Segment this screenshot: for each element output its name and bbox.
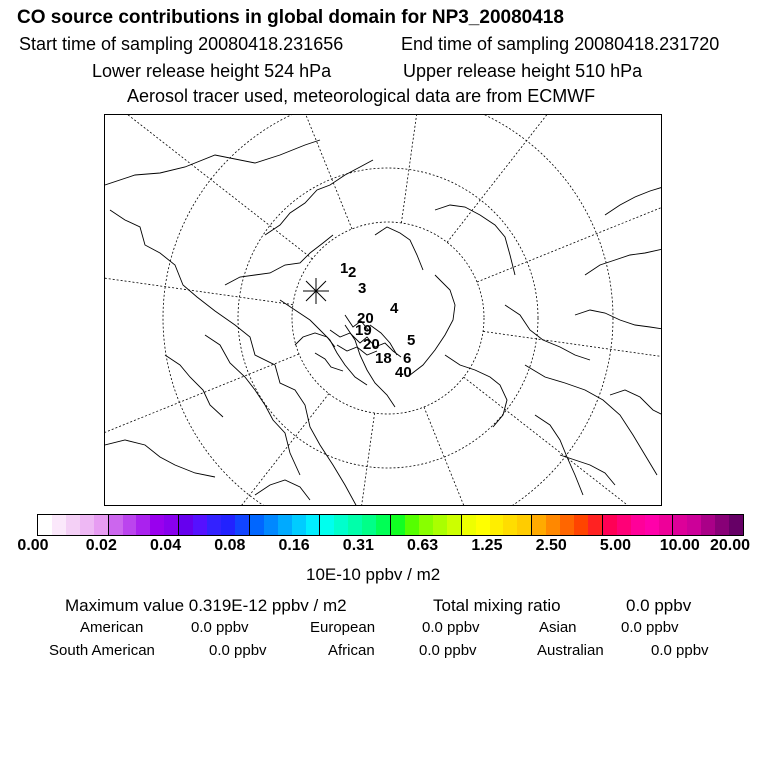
colorbar-tick-label: 0.16 xyxy=(278,537,310,554)
region-value-european: 0.0 ppbv xyxy=(422,619,480,636)
map-panel xyxy=(104,114,662,506)
colorbar-swatch xyxy=(503,515,517,535)
colorbar-swatch xyxy=(38,515,52,535)
colorbar-swatch xyxy=(193,515,207,535)
max-value-label: Maximum value 0.319E-12 ppbv / m2 xyxy=(65,596,347,615)
colorbar-swatch xyxy=(320,515,334,535)
colorbar-tick-label: 0.04 xyxy=(149,537,182,554)
colorbar-swatch xyxy=(66,515,80,535)
total-mixing-label: Total mixing ratio xyxy=(433,596,561,615)
colorbar-swatch xyxy=(52,515,66,535)
trajectory-label: 1 xyxy=(340,260,349,277)
colorbar-swatch xyxy=(250,515,264,535)
colorbar-swatch xyxy=(673,515,687,535)
region-name-asian: Asian xyxy=(539,619,577,636)
colorbar-swatch xyxy=(560,515,574,535)
trajectory-label: 40 xyxy=(395,364,412,381)
colorbar-swatch xyxy=(278,515,292,535)
colorbar-swatch xyxy=(603,515,617,535)
colorbar-swatch xyxy=(517,515,532,535)
trajectory-label: 2 xyxy=(348,264,357,281)
colorbar-swatch xyxy=(292,515,306,535)
colorbar-tick-label: 0.63 xyxy=(407,537,439,554)
region-value-african: 0.0 ppbv xyxy=(419,642,477,659)
colorbar-swatch xyxy=(264,515,278,535)
colorbar-swatch xyxy=(150,515,164,535)
colorbar-swatch xyxy=(391,515,405,535)
start-time-label: Start time of sampling 20080418.231656 xyxy=(19,34,344,54)
colorbar-swatch xyxy=(80,515,94,535)
colorbar-tick-label: 0.31 xyxy=(342,537,374,554)
colorbar-swatch xyxy=(235,515,250,535)
colorbar-swatch xyxy=(207,515,221,535)
colorbar-swatch xyxy=(362,515,376,535)
colorbar-swatch xyxy=(419,515,433,535)
colorbar-tick-label: 5.00 xyxy=(599,537,632,554)
colorbar-swatch xyxy=(179,515,193,535)
colorbar-swatch xyxy=(729,515,743,535)
colorbar-swatch xyxy=(405,515,419,535)
latitude-circle xyxy=(238,168,538,468)
colorbar xyxy=(37,514,744,536)
region-value-asian: 0.0 ppbv xyxy=(621,619,679,636)
colorbar-swatch xyxy=(136,515,150,535)
colorbar-swatch xyxy=(462,515,476,535)
colorbar-swatch xyxy=(376,515,391,535)
trajectory-label: 20 xyxy=(363,336,380,353)
colorbar-swatch xyxy=(123,515,137,535)
map-canvas xyxy=(105,115,662,506)
colorbar-tick-label: 20.00 xyxy=(709,537,751,554)
colorbar-swatch xyxy=(546,515,560,535)
colorbar-swatch xyxy=(94,515,109,535)
colorbar-swatch xyxy=(164,515,179,535)
colorbar-tick-label: 10.00 xyxy=(659,537,700,554)
graticule xyxy=(105,115,662,506)
colorbar-swatch xyxy=(109,515,123,535)
colorbar-tick-label: 1.25 xyxy=(471,537,503,554)
coastlines xyxy=(105,140,662,506)
colorbar-swatch xyxy=(334,515,348,535)
colorbar-swatch xyxy=(306,515,321,535)
region-name-european: European xyxy=(310,619,376,636)
region-value-american: 0.0 ppbv xyxy=(191,619,249,636)
latitude-circle xyxy=(163,115,613,506)
trajectory-labels xyxy=(340,260,415,381)
trajectory-label: 6 xyxy=(403,350,412,367)
colorbar-tick-label: 0.02 xyxy=(85,537,117,554)
trajectory-label: 5 xyxy=(407,332,416,349)
colorbar-swatch xyxy=(701,515,715,535)
colorbar-swatch xyxy=(631,515,645,535)
upper-release-label: Upper release height 510 hPa xyxy=(403,61,643,81)
colorbar-tick-label: 0.08 xyxy=(214,537,246,554)
colorbar-tick-label: 0.00 xyxy=(17,537,49,554)
colorbar-swatch xyxy=(645,515,659,535)
trajectory-label: 4 xyxy=(390,300,399,317)
colorbar-swatch xyxy=(490,515,504,535)
total-mixing-value: 0.0 ppbv xyxy=(626,596,692,615)
trajectory-label: 18 xyxy=(375,350,392,367)
colorbar-swatch xyxy=(348,515,362,535)
region-value-south-american: 0.0 ppbv xyxy=(209,642,267,659)
trajectory-label: 20 xyxy=(357,310,374,327)
colorbar-swatch xyxy=(532,515,546,535)
colorbar-tick-label: 2.50 xyxy=(535,537,567,554)
region-value-australian: 0.0 ppbv xyxy=(651,642,709,659)
colorbar-swatch xyxy=(659,515,674,535)
colorbar-swatch xyxy=(715,515,729,535)
page-title: CO source contributions in global domain for NP3_20080418 xyxy=(17,7,564,28)
trajectory-label: 19 xyxy=(355,322,372,339)
colorbar-swatch xyxy=(574,515,588,535)
colorbar-unit: 10E-10 ppbv / m2 xyxy=(306,565,441,584)
colorbar-swatch xyxy=(687,515,701,535)
release-site-marker xyxy=(303,278,329,304)
latitude-circle xyxy=(292,222,484,414)
end-time-label: End time of sampling 20080418.231720 xyxy=(401,34,720,54)
tracer-note: Aerosol tracer used, meteorological data are from ECMWF xyxy=(127,86,596,106)
trajectory-label: 3 xyxy=(358,280,367,297)
colorbar-swatch xyxy=(617,515,631,535)
region-name-australian: Australian xyxy=(537,642,604,659)
region-name-american: American xyxy=(80,619,144,636)
colorbar-swatch xyxy=(447,515,462,535)
lower-release-label: Lower release height 524 hPa xyxy=(92,61,332,81)
region-name-african: African xyxy=(328,642,375,659)
colorbar-swatch xyxy=(221,515,235,535)
colorbar-swatch xyxy=(476,515,490,535)
region-name-south-american: South American xyxy=(49,642,155,659)
colorbar-swatch xyxy=(588,515,603,535)
colorbar-swatch xyxy=(433,515,447,535)
